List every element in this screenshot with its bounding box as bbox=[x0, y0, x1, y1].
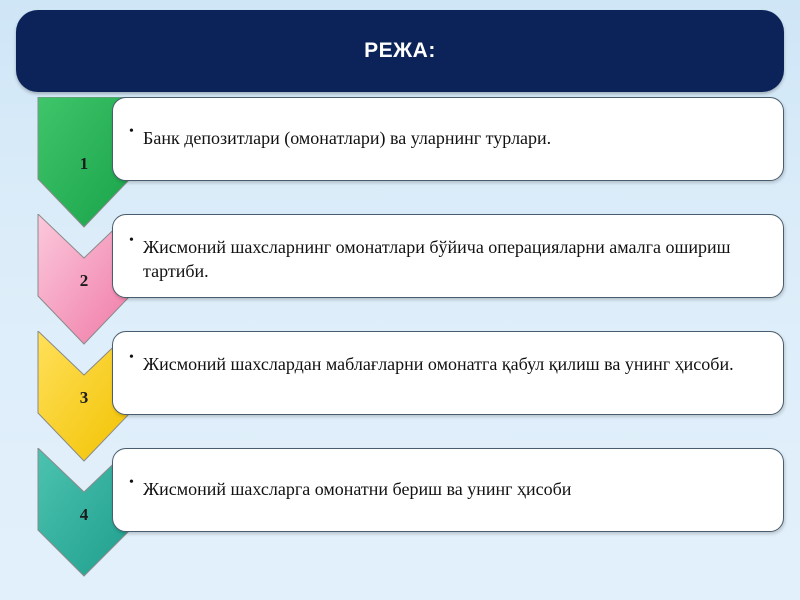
step-text-3: Жисмоний шахслардан маблағларни омонатга қабул қилиш ва унинг ҳисоби. bbox=[143, 354, 734, 374]
page-title: РЕЖА: bbox=[364, 39, 436, 62]
step-text-box-4 bbox=[112, 448, 784, 532]
bullet-icon: • bbox=[129, 124, 134, 139]
step-number-1: 1 bbox=[79, 154, 89, 173]
step-text-4: Жисмоний шахсларга омонатни бериш ва унинг ҳисоби bbox=[143, 479, 572, 499]
step-text-box-3 bbox=[112, 331, 784, 415]
step-number-2: 2 bbox=[79, 271, 89, 290]
bullet-icon: • bbox=[129, 233, 134, 248]
plan-step-1 bbox=[0, 97, 800, 227]
step-number-3: 3 bbox=[79, 388, 89, 407]
step-text-box-2 bbox=[112, 214, 784, 298]
plan-step-3 bbox=[0, 331, 800, 461]
step-text-2: Жисмоний шахсларнинг омонатлари бўйича операцияларни амалга ошириш тартиби. bbox=[143, 237, 731, 281]
plan-step-4 bbox=[0, 448, 800, 578]
bullet-icon: • bbox=[129, 350, 134, 365]
step-text-1: Банк депозитлари (омонатлари) ва уларнинг турлари. bbox=[143, 128, 552, 148]
plan-step-2 bbox=[0, 214, 800, 344]
step-number-4: 4 bbox=[79, 505, 89, 524]
step-text-box-1 bbox=[112, 97, 784, 181]
title-banner bbox=[16, 10, 784, 92]
bullet-icon: • bbox=[129, 475, 134, 490]
